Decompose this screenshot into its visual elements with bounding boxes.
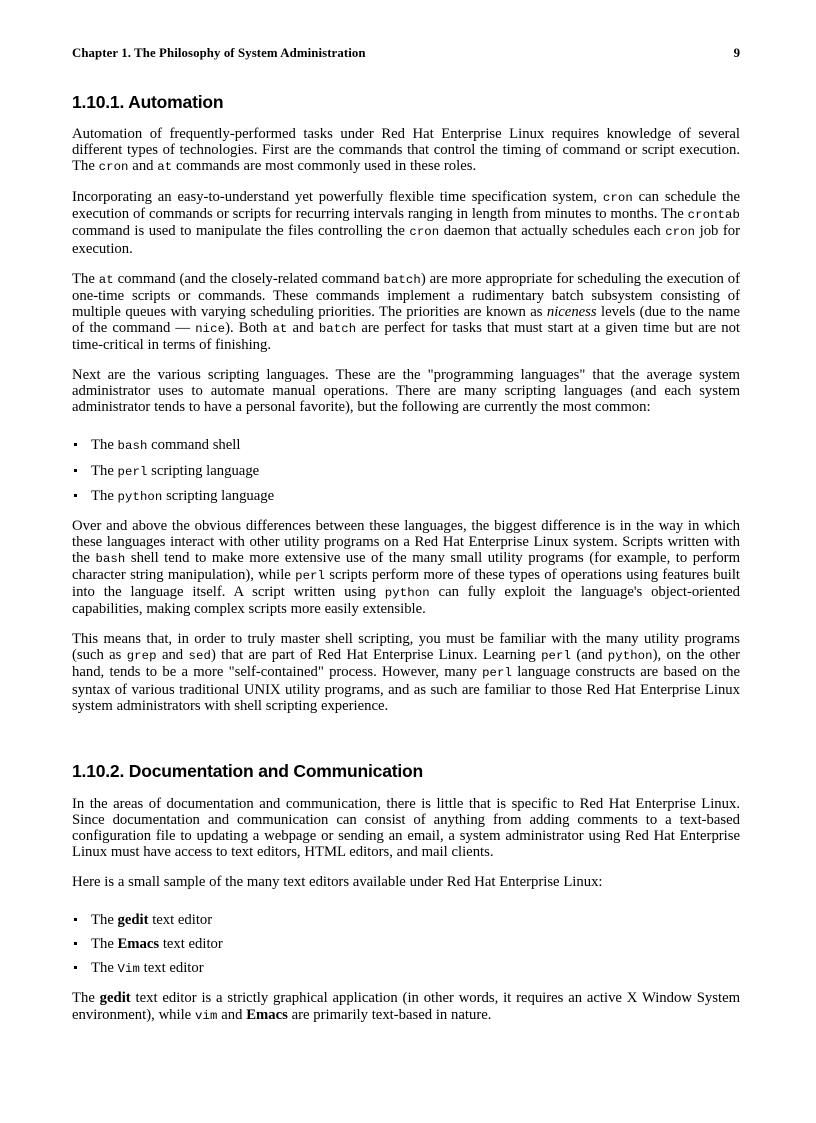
text-run: ) are more appropriate for scheduling the execution of one-time scripts or commands. These commands implement a rudimentary batch subsystem consisting of multiple queues with varying scheduling priorities. The priorities are known as [72, 270, 740, 320]
text-run: scripting language [162, 487, 275, 504]
list-item [72, 437, 740, 454]
bullet-icon [74, 918, 77, 921]
paragraph-gedit-description [72, 990, 740, 1023]
text-run: are primarily text-based in nature. [287, 1006, 492, 1023]
paragraph-at-batch [72, 271, 740, 353]
italic-niceness: niceness [546, 303, 597, 320]
text-run: are perfect for tasks that must start at a given time but are not time-critical in terms of finishing. [72, 319, 740, 354]
text-run: Automation of frequently-performed tasks under Red Hat Enterprise Linux requires knowledge of several different types of technologies. First are the commands that control the timing of command or script execution. The [72, 126, 740, 175]
text-run: The [91, 960, 118, 977]
paragraph-cron-scheduling [72, 189, 740, 256]
inline-code-crontab: crontab [687, 208, 740, 223]
text-run: scripts perform more of these types of operations using features built into the language itself. A script written using [72, 566, 741, 601]
bullet-icon [74, 494, 77, 497]
page-number: 9 [733, 46, 740, 60]
text-run: The [91, 912, 118, 929]
text-run: and [156, 647, 189, 664]
text-run: language constructs are based on the syntax of various traditional UNIX utility programs, and as such are familiar to those Red Hat Enterprise Linux system administrators with shell scripting experience. [72, 664, 740, 714]
inline-code-perl: perl [117, 464, 148, 479]
text-run: text editor [139, 960, 204, 977]
bullet-icon [74, 443, 77, 446]
bold-gedit: gedit [99, 990, 131, 1007]
list-scripting-languages [72, 437, 740, 504]
text-run: The [72, 990, 100, 1007]
text-run: and [128, 158, 158, 175]
inline-code-at: at [272, 321, 288, 336]
text-run: daemon that actually schedules each [439, 223, 666, 240]
bold-emacs: Emacs [246, 1006, 288, 1023]
bold-gedit: gedit [117, 912, 149, 929]
text-run: Over and above the obvious differences between these languages, the biggest difference is in the way in which these languages interact with other utility programs on a Red Hat Enterprise Linux system. Scripts written with the [72, 517, 740, 566]
document-page [72, 0, 740, 1123]
text-run: command shell [147, 437, 241, 454]
inline-code-bash: bash [117, 439, 148, 454]
inline-code-batch: batch [383, 272, 421, 287]
text-run: ). Both [225, 319, 273, 336]
text-run: scripting language [147, 462, 260, 479]
list-text-editors [72, 912, 740, 977]
chapter-title: Chapter 1. The Philosophy of System Administration [72, 46, 366, 60]
inline-code-sed: sed [188, 649, 211, 664]
list-item [72, 488, 740, 505]
inline-code-cron: cron [602, 191, 633, 206]
text-run: text editor [159, 936, 223, 953]
list-item [72, 936, 740, 952]
text-run: The [91, 462, 118, 479]
text-run: ) that are part of Red Hat Enterprise Linux. Learning [210, 647, 542, 664]
inline-code-cron: cron [665, 225, 696, 240]
text-run: commands are most commonly used in these roles. [172, 158, 477, 175]
inline-code-vim: Vim [117, 962, 140, 977]
text-run: This means that, in order to truly master shell scripting, you must be familiar with the many utility programs (such as [72, 631, 740, 664]
inline-code-python: python [384, 586, 430, 601]
list-item [72, 960, 740, 977]
inline-code-at: at [157, 160, 173, 175]
inline-code-bash: bash [95, 551, 126, 566]
text-run: ), on the other hand, tends to be a more "self-contained" process. However, many [72, 647, 740, 681]
bullet-icon [74, 942, 77, 945]
bold-emacs: Emacs [117, 936, 160, 953]
inline-code-cron: cron [98, 160, 129, 175]
paragraph-editor-sample: Here is a small sample of the many text editors available under Red Hat Enterprise Linux: [72, 874, 603, 891]
running-header [72, 46, 740, 66]
text-run: shell tend to make more extensive use of the many small utility programs (for example, to perform character string manipulation), while [72, 549, 740, 583]
paragraph-utility-programs [72, 631, 740, 713]
inline-code-vim: vim [194, 1008, 218, 1023]
text-run: text editor [148, 912, 213, 929]
section-heading-automation: 1.10.1. Automation [72, 92, 224, 112]
text-run: can schedule the execution of commands or scripts for recurring intervals ranging in length from minutes to months. The [72, 189, 740, 223]
text-run: command (and the closely-related command [113, 270, 384, 287]
section-heading-documentation: 1.10.2. Documentation and Communication [72, 760, 424, 781]
inline-code-perl: perl [482, 666, 512, 681]
text-run: levels (due to the name of the command — [72, 303, 741, 336]
inline-code-python: python [117, 489, 163, 504]
inline-code-batch: batch [318, 321, 357, 336]
inline-code-at: at [98, 272, 114, 287]
paragraph-language-differences [72, 518, 740, 618]
list-item [72, 912, 740, 928]
text-run: The [91, 437, 118, 454]
paragraph-automation-intro [72, 126, 740, 175]
paragraph-scripting-languages: Next are the various scripting languages. These are the "programming languages" that the average system administrator uses to automate manual operations. There are many scripting languages (and each system administrator tends to have a personal favorite), but the following are currently the most common: [72, 367, 740, 416]
text-run: The [72, 270, 99, 287]
inline-code-perl: perl [295, 568, 326, 583]
text-run: and [217, 1006, 247, 1023]
inline-code-nice: nice [195, 321, 226, 336]
inline-code-grep: grep [126, 649, 157, 664]
text-run: job for execution. [72, 223, 740, 257]
list-item [72, 463, 740, 480]
text-run: The [91, 936, 118, 953]
text-run: command is used to manipulate the files controlling the [72, 223, 410, 240]
text-run: and [287, 319, 319, 336]
inline-code-cron: cron [409, 225, 440, 240]
paragraph-documentation-intro: In the areas of documentation and communication, there is little that is specific to Red Hat Enterprise Linux. Since documentation and communication can consist of anything from adding comments to a text-based configuration file to updating a webpage or sending an email, a system administrator using Red Hat Enterprise Linux must have access to text editors, HTML editors, and mail clients. [72, 795, 740, 860]
text-run: The [91, 487, 118, 504]
text-run: (and [571, 647, 608, 664]
text-run: text editor is a strictly graphical application (in other words, it requires an active X Window System environment), while [72, 990, 741, 1023]
inline-code-perl: perl [541, 649, 571, 664]
bullet-icon [74, 469, 77, 472]
inline-code-python: python [607, 649, 653, 664]
bullet-icon [74, 966, 77, 969]
text-run: Incorporating an easy-to-understand yet powerfully flexible time specification system, [72, 189, 603, 206]
text-run: can fully exploit the language's object-oriented capabilities, making complex scripts more easily extensible. [72, 584, 740, 618]
page-content [72, 92, 740, 1024]
